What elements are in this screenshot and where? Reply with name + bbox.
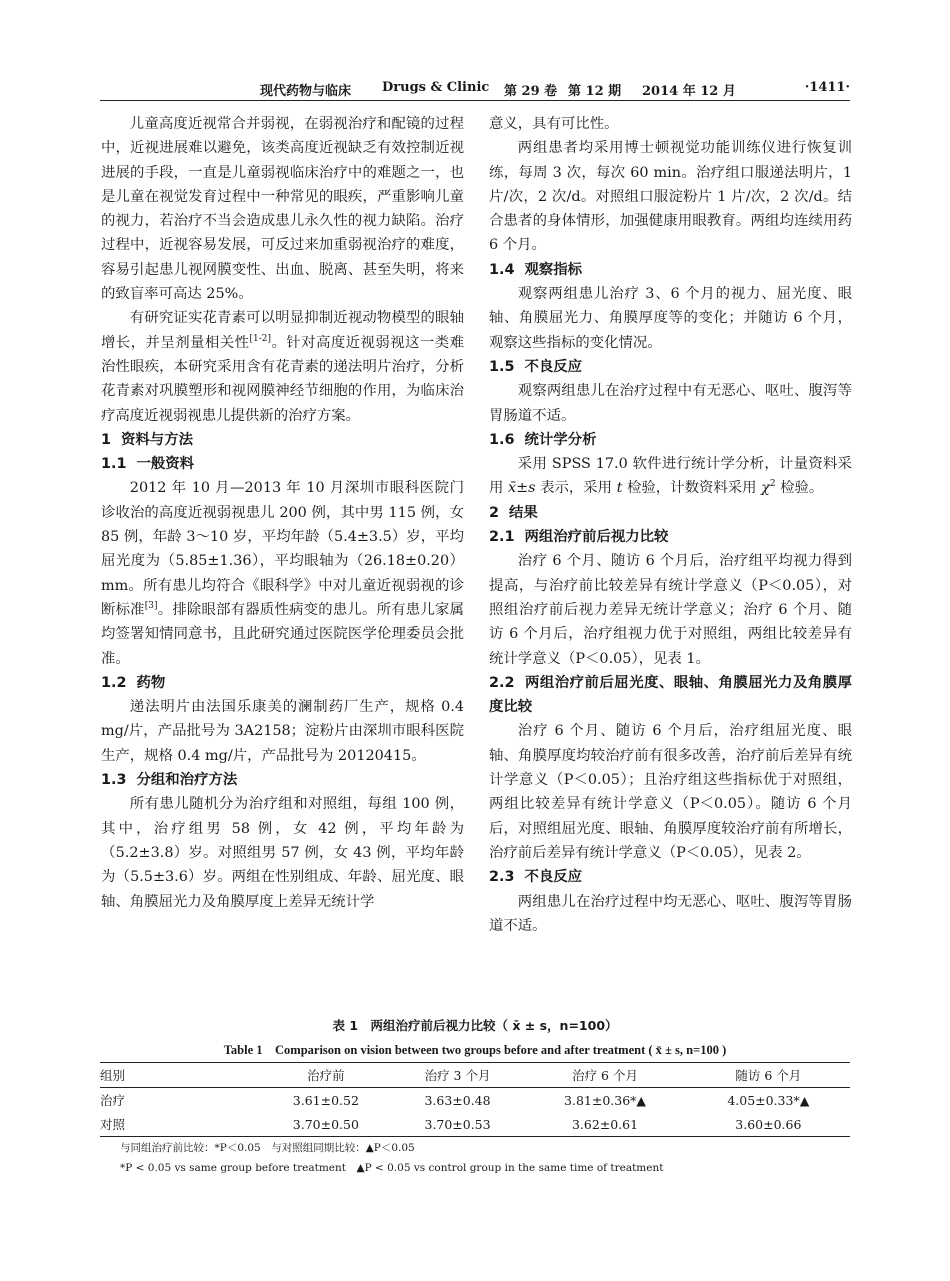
section-heading-1: 1 资料与方法 <box>101 431 193 448</box>
drug-paragraph: 递法明片由法国乐康美的澜制药厂生产，规格 0.4 mg/片，产品批号为 3A2158；淀粉片由深圳市眼科医院生产，规格 0.4 mg/片，产品批号为 20120415。 <box>101 699 464 764</box>
table-footnote-cn: 与同组治疗前比较：*P＜0.05 与对照组同期比较：▲P＜0.05 <box>120 1142 415 1154</box>
section-heading-1-6: 1.6 统计学分析 <box>489 431 597 448</box>
issue-date: 2014 年 12 月 <box>642 84 736 99</box>
volume: 第 29 卷 <box>504 84 558 99</box>
journal-name-en: Drugs & Clinic <box>382 80 490 95</box>
table-cell: 3.63±0.48 <box>424 1092 491 1108</box>
section-heading-1-5: 1.5 不良反应 <box>489 358 583 375</box>
section-heading-2-2: 2.2 两组治疗前后屈光度、眼轴、角膜屈光力及角膜厚度比较 <box>489 674 852 716</box>
section-heading-1-4: 1.4 观察指标 <box>489 261 583 278</box>
page-number: ·1411· <box>804 80 850 95</box>
table-cell: 治疗 <box>100 1093 126 1108</box>
table-row <box>100 1088 850 1113</box>
table-header-cell: 治疗前 <box>307 1068 345 1083</box>
header-rule <box>100 100 850 101</box>
right-column <box>489 112 852 938</box>
table-cell: 3.81±0.36*▲ <box>564 1092 647 1108</box>
section-heading-1-1: 1.1 一般资料 <box>101 456 195 473</box>
table-title-en: Table 1 Comparison on vision between two groups before and after treatment ( x̄ ± s, n=100 ) <box>223 1043 727 1057</box>
left-column <box>101 112 464 914</box>
table-header-cell: 随访 6 个月 <box>735 1068 802 1083</box>
vision-comparison-table <box>100 1062 850 1137</box>
table-cell: 3.62±0.61 <box>571 1116 639 1132</box>
table-cell: 3.70±0.53 <box>424 1116 491 1132</box>
adverse-paragraph: 观察两组患儿在治疗过程中有无恶心、呕吐、腹泻等胃肠道不适。 <box>489 383 852 424</box>
table-cell: 4.05±0.33*▲ <box>727 1092 810 1108</box>
refraction-results-paragraph: 治疗 6 个月、随访 6 个月后，治疗组屈光度、眼轴、角膜厚度均较治疗前有很多改善，治疗前后差异有统计学意义（P＜0.05）；且治疗组这些指标优于对照组，两组比较差异有统计学意义（P＜0.05）。随访 6 个月后，对照组屈光度、眼轴、角膜厚度较治疗前有所增长，治疗前后差异有统计学意义（P＜0.05），见表 2。 <box>489 723 852 861</box>
section-heading-2-3: 2.3 不良反应 <box>489 869 583 886</box>
statistics-paragraph: 采用 SPSS 17.0 软件进行统计学分析，计量资料采用 x̄±s 表示，采用 t 检验，计数资料采用 $\chi^2$ 检验。 <box>489 456 852 497</box>
table-cell: 对照 <box>100 1117 126 1132</box>
citation: [3] <box>144 601 158 612</box>
running-header <box>100 76 850 100</box>
table-header-row <box>100 1063 850 1088</box>
table-cell: 3.61±0.52 <box>292 1092 359 1108</box>
citation: [1-2] <box>249 333 271 344</box>
section-heading-1-2: 1.2 药物 <box>101 674 166 691</box>
table-header-cell: 治疗 6 个月 <box>572 1068 638 1083</box>
table-header-cell: 组别 <box>100 1068 126 1083</box>
table-title-cn: 表 1 两组治疗前后视力比较（ x̄ ± s，n=100） <box>332 1018 618 1033</box>
general-data-paragraph: 2012 年 10 月—2013 年 10 月深圳市眼科医院门诊收治的高度近视弱视患儿 200 例，其中男 115 例，女 85 例，年龄 3～10 岁，平均年龄（5.4±3.5）岁，平均屈光度为（5.85±1.36），平均眼轴为（26.18±0.20）mm。所有患儿均符合《眼科学》中对儿童近视弱视的诊断标准[3]。排除眼部有器质性病变的患儿。所有患儿家属均签署知情同意书，且此研究通过医院医学伦理委员会批准。 <box>101 480 464 667</box>
table-footnote-en: *P < 0.05 vs same group before treatment ▲P < 0.05 vs control group in the same time of treatment <box>120 1162 664 1174</box>
intro-paragraph-1: 儿童高度近视常合并弱视，在弱视治疗和配镜的过程中，近视进展难以避免，该类高度近视缺乏有效控制近视进展的手段，一直是儿童弱视临床治疗中的难题之一，也是儿童在视觉发育过程中一种常见的眼疾，严重影响儿童的视力，若治疗不当会造成患儿永久性的视力缺陷。治疗过程中，近视容易发展，可反过来加重弱视治疗的难度，容易引起患儿视网膜变性、出血、脱离、甚至失明，将来的致盲率可高达 25%。 <box>101 116 464 303</box>
indicators-paragraph: 观察两组患儿治疗 3、6 个月的视力、屈光度、眼轴、角膜屈光力、角膜厚度等的变化；并随访 6 个月，观察这些指标的变化情况。 <box>489 286 852 351</box>
vision-results-paragraph: 治疗 6 个月、随访 6 个月后，治疗组平均视力得到提高，与治疗前比较差异有统计学意义（P＜0.05），对照组治疗前后视力差异无统计学意义；治疗 6 个月、随访 6 个月后，治疗组视力优于对照组，两组比较差异有统计学意义（P＜0.05），见表 1。 <box>489 553 852 667</box>
table-row <box>100 1112 850 1137</box>
table-cell: 3.70±0.50 <box>292 1116 359 1132</box>
adverse-results-paragraph: 两组患儿在治疗过程中均无恶心、呕吐、腹泻等胃肠道不适。 <box>489 893 852 934</box>
grouping-paragraph-continued: 意义，具有可比性。 <box>489 116 619 132</box>
section-heading-2-1: 2.1 两组治疗前后视力比较 <box>489 529 669 546</box>
section-heading-2: 2 结果 <box>489 504 538 521</box>
table-header-cell: 治疗 3 个月 <box>424 1068 491 1083</box>
section-heading-1-3: 1.3 分组和治疗方法 <box>101 772 238 789</box>
issue: 第 12 期 <box>568 84 622 99</box>
grouping-paragraph: 所有患儿随机分为治疗组和对照组，每组 100 例，其中，治疗组男 58 例，女 42 例，平均年龄为（5.2±3.8）岁。对照组男 57 例，女 43 例，平均年龄为（5.5±3.6）岁。两组在性别组成、年龄、屈光度、眼轴、角膜屈光力及角膜厚度上差异无统计学 <box>101 796 464 910</box>
intro-paragraph-2: 有研究证实花青素可以明显抑制近视动物模型的眼轴增长，并呈剂量相关性[1-2]。针对高度近视弱视这一类难治性眼疾，本研究采用含有花青素的递法明片治疗，分析花青素对巩膜塑形和视网膜神经节细胞的作用，为临床治疗高度近视弱视患儿提供新的治疗方案。 <box>101 310 464 424</box>
journal-name-cn: 现代药物与临床 <box>260 84 352 99</box>
table-cell: 3.60±0.66 <box>735 1116 802 1132</box>
training-paragraph: 两组患者均采用博士顿视觉功能训练仪进行恢复训练，每周 3 次，每次 60 min。治疗组口服递法明片，1 片/次，2 次/d。对照组口服淀粉片 1 片/次，2 次/d。结合患者的身体情形，加强健康用眼教育。两组均连续用药 6 个月。 <box>489 140 852 254</box>
